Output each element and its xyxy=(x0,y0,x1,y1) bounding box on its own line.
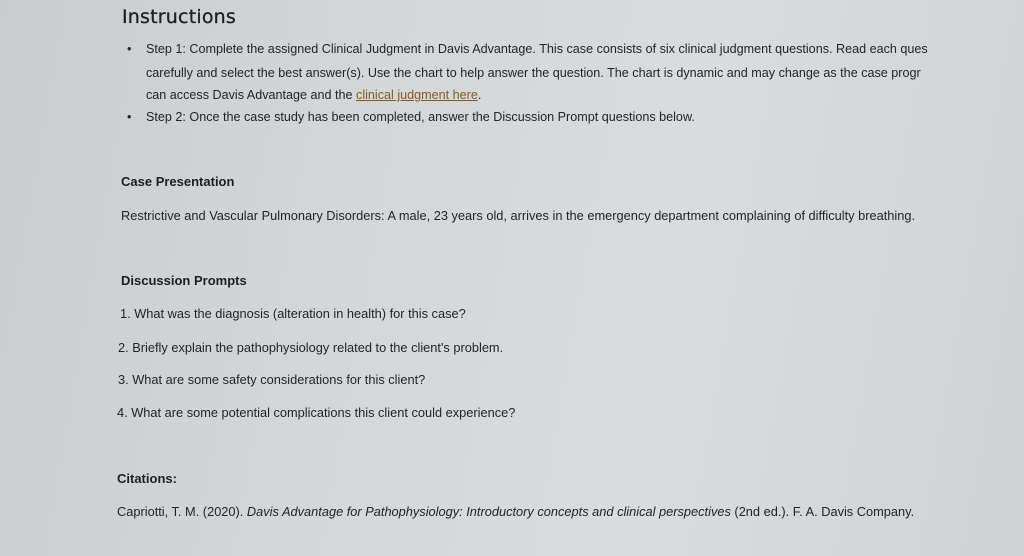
discussion-prompt-4: 4. What are some potential complications this client could experience? xyxy=(117,405,516,420)
instructions-heading: Instructions xyxy=(122,6,236,28)
step2-text: Step 2: Once the case study has been completed, answer the Discussion Prompt questions below. xyxy=(146,110,695,124)
bullet-step1: • xyxy=(127,42,132,56)
case-presentation-text: Restrictive and Vascular Pulmonary Disorders: A male, 23 years old, arrives in the emergency department complaining of difficulty breathing. xyxy=(121,208,916,223)
discussion-prompts-title: Discussion Prompts xyxy=(121,273,247,288)
clinical-judgment-link[interactable]: clinical judgment here xyxy=(356,88,478,102)
citation-publisher: (2nd ed.). F. A. Davis Company. xyxy=(730,504,915,519)
citation-entry xyxy=(117,504,914,519)
step1-line3 xyxy=(146,88,481,102)
citations-title: Citations: xyxy=(117,471,177,486)
step1-line2: carefully and select the best answer(s). Use the chart to help answer the question. The chart is dynamic and may change as the case progr xyxy=(146,66,921,80)
step1-line3-prefix: can access Davis Advantage and the xyxy=(146,88,357,102)
citation-work-title: Davis Advantage for Pathophysiology: Introductory concepts and clinical perspectives xyxy=(246,504,731,519)
discussion-prompt-1: 1. What was the diagnosis (alteration in health) for this case? xyxy=(120,306,466,321)
step1-line1: Step 1: Complete the assigned Clinical Judgment in Davis Advantage. This case consists of six clinical judgment questions. Read each ques xyxy=(146,42,928,56)
step1-line3-suffix: . xyxy=(477,88,482,102)
discussion-prompt-3: 3. What are some safety considerations for this client? xyxy=(118,372,426,387)
bullet-step2: • xyxy=(127,110,132,124)
case-presentation-title: Case Presentation xyxy=(121,174,235,189)
citation-author: Capriotti, T. M. (2020). xyxy=(117,504,247,519)
discussion-prompt-2: 2. Briefly explain the pathophysiology related to the client's problem. xyxy=(118,340,504,355)
